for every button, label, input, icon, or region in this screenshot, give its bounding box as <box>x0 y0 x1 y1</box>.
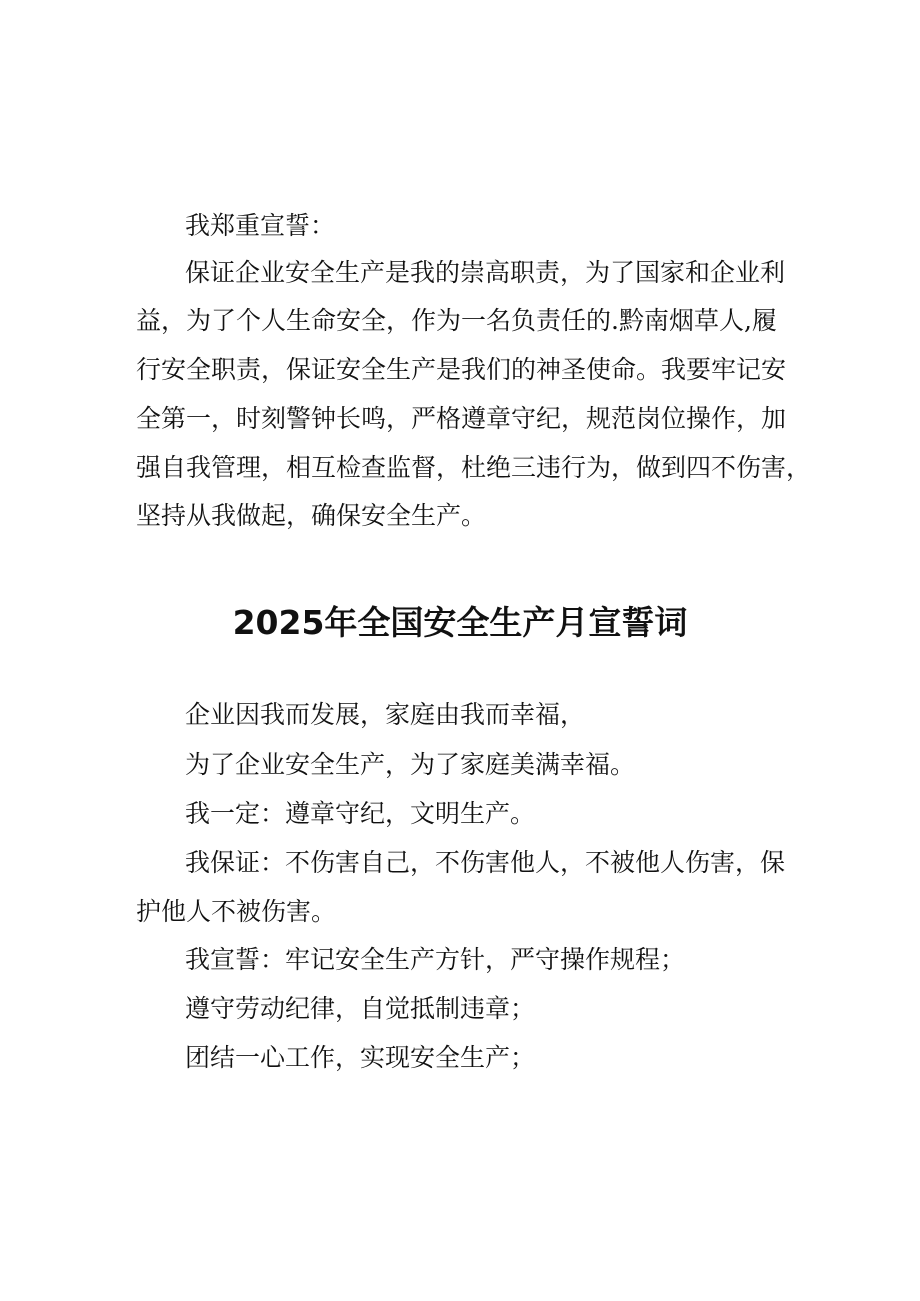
section-title: 2025年全国安全生产月宣誓词 <box>232 603 688 642</box>
pledge-line: 我一定：遵章守纪，文明生产。 <box>185 799 536 828</box>
oath-opening: 我郑重宣誓： <box>185 211 336 240</box>
oath-body-line: 全第一，时刻警钟长鸣，严格遵章守纪，规范岗位操作，加 <box>136 404 787 433</box>
oath-body-line: 保证企业安全生产是我的崇高职责，为了国家和企业利 <box>185 258 786 287</box>
pledge-line: 企业因我而发展，家庭由我而幸福， <box>185 700 586 729</box>
oath-body-line: 强自我管理，相互检查监督，杜绝三违行为，做到四不伤害， <box>136 453 812 482</box>
pledge-line: 团结一心工作，实现安全生产； <box>185 1043 536 1072</box>
oath-body-line: 行安全职责，保证安全生产是我们的神圣使命。我要牢记安 <box>136 355 787 384</box>
pledge-line: 我保证：不伤害自己，不伤害他人，不被他人伤害，保 <box>185 848 786 877</box>
pledge-line: 遵守劳动纪律，自觉抵制违章； <box>185 994 536 1023</box>
pledge-line: 我宣誓：牢记安全生产方针，严守操作规程； <box>185 945 686 974</box>
pledge-line: 为了企业安全生产，为了家庭美满幸福。 <box>185 750 636 779</box>
oath-body-line: 益，为了个人生命安全，作为一名负责任的.黔南烟草人,履 <box>136 306 777 335</box>
pledge-line: 护他人不被伤害。 <box>136 897 337 926</box>
oath-body-line: 坚持从我做起，确保安全生产。 <box>136 501 487 530</box>
